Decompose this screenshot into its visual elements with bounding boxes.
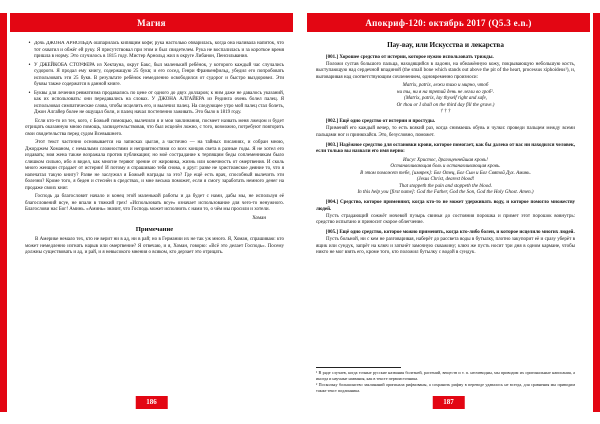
left-page-header (10, 13, 293, 32)
remedy-title: Хорошее средство от истерии, которое нужно использовать трижды. (339, 54, 494, 60)
page-number-left: 186 (135, 396, 168, 409)
testimonial-item (25, 63, 284, 89)
incantation-line: Иисус Христос, драгоценнейшая кровь! (403, 157, 488, 163)
remedy-heading (316, 143, 575, 156)
remedy-entry (316, 143, 575, 197)
bullet-marker: • (28, 62, 31, 68)
incantation-line: That stoppeth the pain and stoppeth the blood. (398, 183, 493, 189)
incantation-line: (Jesus Christ, dearest blood! (416, 177, 475, 183)
remedy-body: Положи сустав большого пальца, находящийся в ладони, на обнажённую кожу, покрывающую небольшую кость, выступающую над сердечной впадиной (the small bone which stands out above the pit of the heart, processus xiphoideus¹), и, выговаривая над соответствующим сочленением, одновременно произноси: (316, 61, 575, 80)
testimonial-item (25, 91, 284, 117)
article-title: Пау-вау, или Искусства и лекарства (387, 41, 504, 49)
section-title: Магия (137, 17, 166, 28)
remedy-entry (316, 200, 575, 227)
right-page (307, 0, 590, 424)
testimonial-item (25, 41, 284, 61)
right-page-header (307, 13, 590, 32)
footnotes-block (316, 367, 575, 394)
remedy-body: Применяй его каждый вечер, то есть всякий раз, когда снимаешь обувь и чулки: проведи пальцем между всеми пальцами ног и принюхайся. Это, безусловно, поможет. (316, 126, 575, 138)
remedy-number: [002.] (326, 119, 339, 125)
remedy-title: Надёжное средство для остановки крови, которое помогает, как бы далеко от вас ни находился человек, если только вы назвали его имя верно: (316, 142, 575, 155)
incantation-line: В этом поможет тебе, [имярек]: Бог Отец, Бог Сын и Бог Святой Дух. Аминь. (360, 170, 531, 176)
red-edge-bar-left (0, 13, 7, 412)
remedy-number: [001.] (326, 54, 339, 60)
remedy-title: Ещё одно средство, которое можно применять, когда кто-либо болен, и которое исцелило многих людей. (339, 230, 575, 236)
red-edge-bar-right (593, 13, 600, 412)
testimonial-text: Буквы для лечения ревматизма продавались по цене от одного до двух долларов; к ним даже не давалось указаний, как их использовать: они передавались на словах. У ДЖОНА АЛГАЙЕРА из Рединга очень болел палец. Я использовал симпатические слова, чтобы исцелить его, и вылечил палец. На следующее утро мой палец стал болеть, Джон Алгайер более не ощущал боли, и палец начал постепенно заживать. Это было в 1819 году. (34, 90, 284, 115)
remedy-title: Ещё одно средство от истерии и простуды. (339, 119, 436, 125)
left-page-content (25, 41, 284, 394)
cross-symbols: † † † (440, 109, 451, 115)
bullet-marker: • (28, 90, 31, 96)
incantation-line: Matrix, patrix, лежи тихо и мирно, чтоб (402, 83, 489, 89)
preface-paragraph: Этот текст частично основывается на записках цыган, а частично — на тайных писаниях, и собран мною, Джорджем Хоманом, с немалыми сложностями и неприятностями со всех концов света в разные годы. Я не хотел его издавать; моя жена также возражала против публикации; но моё сострадание к терпящим беды соплеменникам было слишком сильно, ибо я видел, как многие теряют зрение от жировика, жизнь или конечность от омертвения. И сколь много женщин страдает от истерии! И потому я спрашиваю тебя снова, о друг: разве не христианское деяние то, что я напечатал такую книгу? Разве не заслужил я Божьей награды за это? Где ещё есть врач, способный вылечить эти болезни? Кроме того, я беден и стеснён в средствах, и мне весьма поможет, если я смогу заработать немного денег на продаже своих книг. (25, 140, 284, 191)
incantation-block (316, 158, 575, 197)
author-signature: Хоман (252, 215, 266, 221)
journal-issue-title: Апокриф-120: октябрь 2017 (Q5.3 e.n.) (365, 17, 532, 28)
remedy-body: Пусть больной, ни с кем не разговаривая, наберёт до рассвета воды в бутылку, плотно закупорит её и сразу уберёт в ящик или сундук, запрёт на ключ и заткнёт замочную скважину; ключ же пусть носит три дня в одном кармане, чтобы никто не мог взять его, кроме того, кто положил бутылку с водой в сундук. (316, 237, 575, 256)
preface-paragraph: Если кто-то из тех, кого, с Божьей помощью, вылечили я и мои заклинания, посмеет назвать меня лжецом и будет отрицать оказанную мною помощь, засвидетельствовав, что был исцелён ложно, с того, возможно, потребуют повторить свои свидетельства перед судом Всевышнего. (25, 118, 284, 137)
remedy-entry (316, 230, 575, 257)
testimonial-text: У ДЖЕЙКОБА СТОУФЕРА из Хектауна, округ Бакс, был маленький ребёнок, у которого каждый час случались судороги. Я продал ему книгу, содержащую 25 букв; и его сосед, Генри Франкенфильд, убедил его попробовать использовать эти 25 букв. В результате ребёнок немедленно освободился от судорог и быстро выздоровел. Эти буквы также содержатся в данной книге. (34, 62, 284, 87)
incantation-line: ни ты, ни я на третий день не легли во гроб². (397, 89, 494, 95)
footnote: ¹ В ряде случаев, когда точные русские названия болезней, растений, веществ и т. п. неочевидны, мы приводим их оригинальные написания, а иногда и научные названия, как в тексте первоисточника. (316, 370, 575, 381)
remedy-number: [004.] (326, 200, 339, 206)
footnote: ² Поскольку большинство заклинаний оригинала рифмованы, а сохранить рифму в переводе удавалось не всегда, для сравнения мы приводим также текст подлинника. (316, 382, 575, 393)
remedy-heading (316, 55, 575, 62)
note-paragraph: В Америке немало тех, кто не верит ни в ад, ни в рай; но в Германии их не так уж много. Я, Хоман, спрашиваю: кто может немедленно изгнать нарыв или омертвение? Я отвечаю, и я, Хоман, говорю: «Всё это делает Господь». Посему должны существовать и ад, и рай, и я невысокого мнения о всяком, кто дерзает это отрицать. (25, 237, 284, 256)
remedy-heading (316, 230, 575, 237)
right-page-content (316, 41, 575, 394)
remedy-number: [003.] (326, 142, 339, 148)
left-page (10, 0, 293, 424)
incantation-line: Останавливающая боль и останавливающая кровь. (390, 164, 501, 170)
footnote-divider (316, 367, 401, 368)
remedy-entry (316, 119, 575, 139)
remedy-heading (316, 119, 575, 126)
incantation-line: (Matrix, patrix, lay thyself right and safe, (404, 96, 487, 102)
page-number-right: 187 (432, 396, 465, 409)
remedy-heading (316, 200, 575, 213)
bullet-marker: • (28, 41, 31, 46)
remedy-number: [005.] (326, 230, 339, 236)
preface-paragraph: Господь да благословит начало и конец этой маленькой работы и да будет с нами, дабы мы, не используя её благословений всуе, не впали в тяжкий грех! «Использовать всуе» означает использование для чего-то ненужного. Благослови нас Бог! Аминь. «Аминь» значит, что Господь может исполнить с нами то, о чём мы просили и хотели. (25, 194, 284, 212)
incantation-block (316, 83, 575, 116)
remedy-body: Пусть страдающий сожжёт мочевой пузырь свиньи до состояния порошка и примет этот порошок вовнутрь: средство испытано и приносит скорое облегчение. (316, 213, 575, 226)
note-heading: Примечание (135, 226, 174, 233)
remedy-title: Средство, которое применяют, когда кто-то не может удерживать воду, и которое помогло множеству людей. (316, 200, 575, 212)
incantation-line: In this help you [first name]: God the Father, God the Son, God the Holy Ghost. Amen.) (357, 190, 534, 196)
incantation-line: Or thou or I shall on the third day fill the grave.) (396, 102, 495, 108)
remedy-entry (316, 55, 575, 116)
testimonial-text: Дочь ДЖОНА АРНОЛЬДА ошпарилась кипящим кофе; рука настолько обварилась, когда она наливала напиток, что тот охватил и обжёг ей руку. Я присутствовал при этом и был свидетелем. Рука не воспалилась и за короткое время пришла в норму. Это случилось в 1815 году. Мистер Арнольд жил в округе Либанон, Пенсильвания. (34, 41, 284, 59)
